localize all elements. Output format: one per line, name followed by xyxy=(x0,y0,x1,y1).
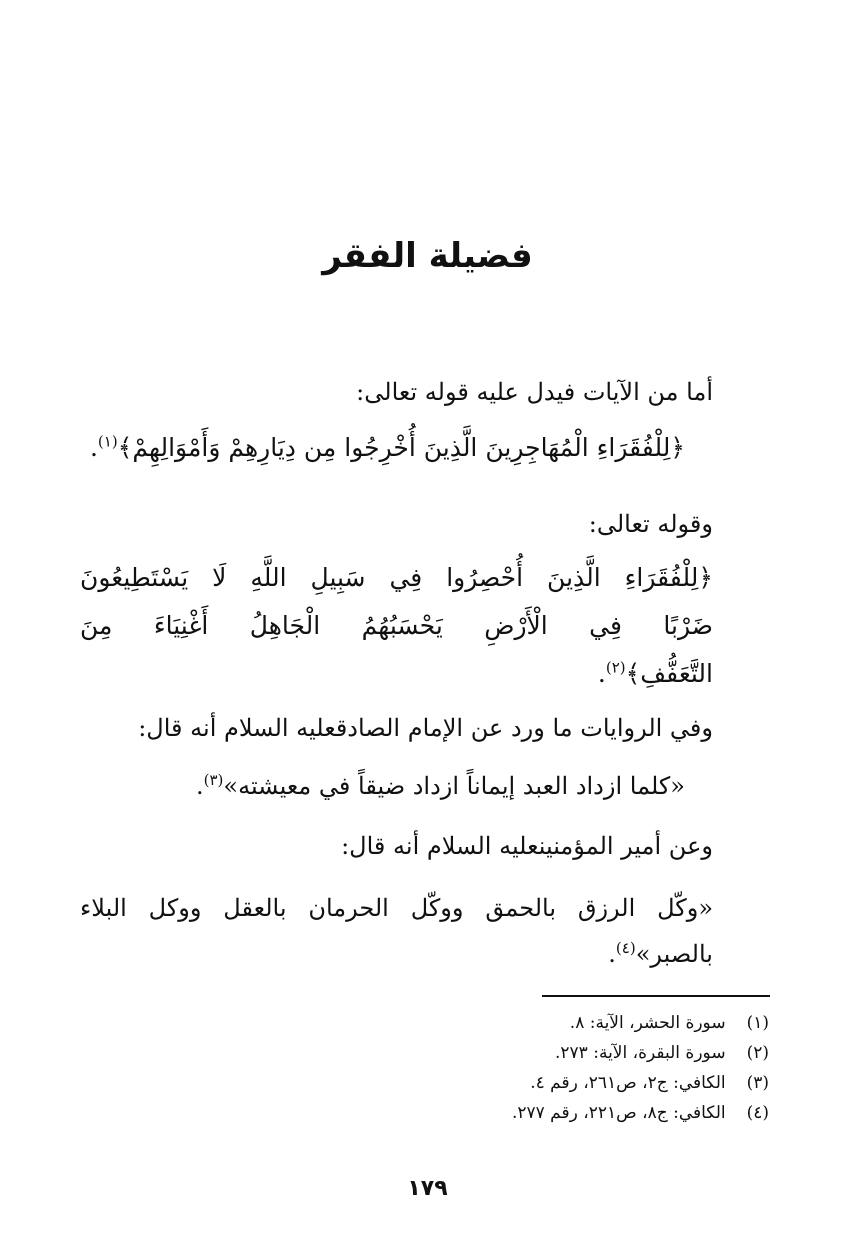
quran-verse-1 xyxy=(80,428,685,468)
quran-verse-2-line-1: ﴿لِلْفُقَرَاءِ الَّذِينَ أُحْصِرُوا فِي سَبِيلِ اللَّهِ لَا يَسْتَطِيعُونَ xyxy=(80,563,713,592)
footnote-number: (٣) xyxy=(746,1073,769,1093)
footnote-text: سورة البقرة، الآية: ٢٧٣. xyxy=(555,1043,726,1063)
page-number: ١٧٩ xyxy=(407,1176,448,1201)
hadith-1 xyxy=(80,766,685,806)
period: . xyxy=(195,772,204,800)
footnote-number: (٢) xyxy=(746,1043,769,1063)
footnote-marker-3: (٣) xyxy=(203,771,224,789)
footnote-1 xyxy=(300,1010,769,1036)
quran-verse-2-line-3 xyxy=(80,654,713,694)
footnote-text: الكافي: ج٢، ص٢٦١، رقم ٤. xyxy=(530,1073,726,1093)
verse-text: ﴿لِلْفُقَرَاءِ الْمُهَاجِرِينَ الَّذِينَ أُخْرِجُوا مِن دِيَارِهِمْ وَأَمْوَالِهِمْ﴾ xyxy=(117,433,685,462)
footnote-2 xyxy=(300,1040,769,1066)
hadith-2-line-2 xyxy=(80,934,713,974)
verse-text: التَّعَفُّفِ﴾ xyxy=(625,659,713,688)
footnote-marker-1: (١) xyxy=(97,432,118,451)
quran-verse-2-line-2: ضَرْبًا فِي الْأَرْضِ يَحْسَبُهُمُ الْجَاهِلُ أَغْنِيَاءَ مِنَ xyxy=(80,611,713,640)
intro-narrations: وفي الروايات ما ورد عن الإمام الصادقعليه السلام أنه قال: xyxy=(138,714,713,742)
footnote-4 xyxy=(300,1100,769,1126)
intro-verse-2: وقوله تعالى: xyxy=(588,510,713,538)
period: . xyxy=(608,940,616,968)
intro-verses: أما من الآيات فيدل عليه قوله تعالى: xyxy=(356,378,713,406)
footnote-marker-4: (٤) xyxy=(615,939,636,957)
footnote-separator xyxy=(542,995,770,997)
footnote-3 xyxy=(300,1070,769,1096)
period: . xyxy=(89,433,98,462)
hadith-2-line-1: «وكّل الرزق بالحمق ووكّل الحرمان بالعقل ووكل البلاء xyxy=(80,894,713,922)
intro-amir: وعن أمير المؤمنينعليه السلام أنه قال: xyxy=(341,832,713,860)
footnote-text: الكافي: ج٨، ص٢٢١، رقم ٢٧٧. xyxy=(511,1103,726,1123)
hadith-text: «كلما ازداد العبد إيماناً ازداد ضيقاً في معيشته» xyxy=(223,772,685,800)
period: . xyxy=(597,659,606,688)
page-title: فضيلة الفقر xyxy=(322,236,533,276)
footnote-text: سورة الحشر، الآية: ٨. xyxy=(569,1013,726,1033)
hadith-text: بالصبر» xyxy=(635,940,713,968)
footnote-number: (٤) xyxy=(746,1103,769,1123)
footnote-marker-2: (٢) xyxy=(605,658,626,677)
footnote-number: (١) xyxy=(746,1013,769,1033)
